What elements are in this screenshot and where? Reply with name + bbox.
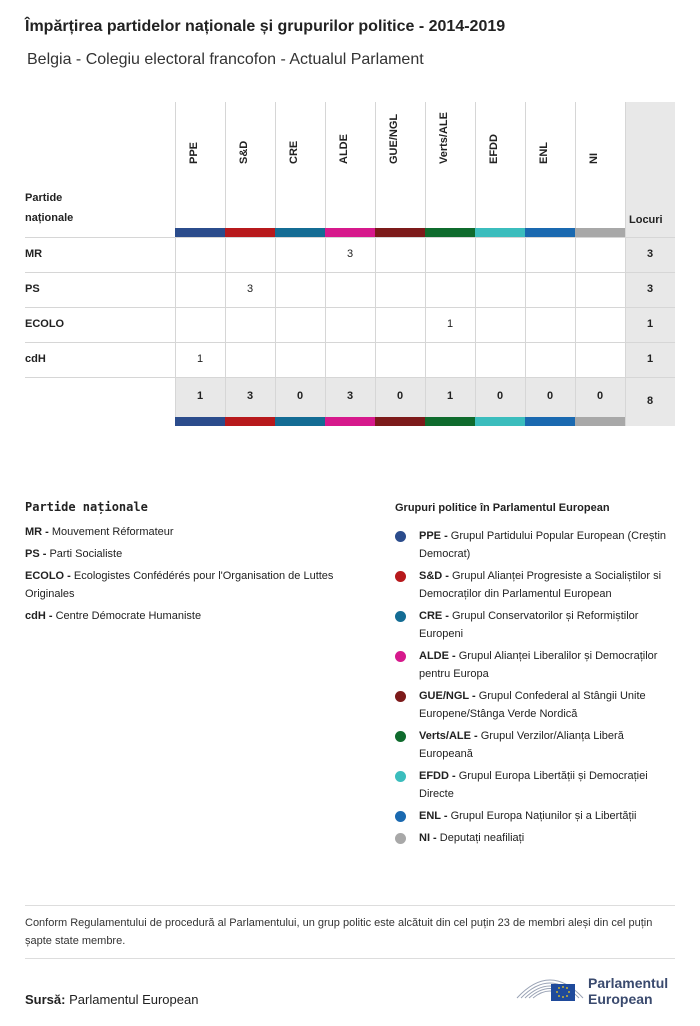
row-party-label: cdH (25, 353, 46, 365)
legend-abbr: S&D - (419, 570, 452, 582)
group-color-bar (525, 228, 575, 237)
table-cell: 3 (346, 248, 354, 260)
group-color-bar (225, 228, 275, 237)
logo-line2: European (588, 991, 653, 1007)
logo-text (588, 975, 668, 1007)
group-legend-item (395, 527, 680, 563)
column-header-enl (525, 102, 575, 228)
group-legend-item (395, 607, 680, 643)
column-header-ni (575, 102, 625, 228)
column-header-ppe (175, 102, 225, 228)
group-color-dot-icon (395, 691, 406, 702)
page-subtitle: Belgia - Colegiu electoral francofon - Actualul Parlament (27, 51, 424, 68)
legend-name: Ecologistes Confédérés pour l'Organisation de Luttes Originales (25, 570, 334, 600)
group-total: 0 (296, 390, 304, 402)
national-legend-heading: Partide naționale (25, 500, 148, 514)
group-legend-item (395, 727, 680, 763)
row-header-label (25, 188, 73, 228)
group-legend-item (395, 829, 680, 847)
row-seats: 3 (646, 248, 654, 260)
group-legend-item (395, 567, 680, 603)
legend-name: Grupul Confederal al Stângii Unite Europene/Stânga Verde Nordică (419, 690, 646, 720)
legend-name: Grupul Conservatorilor și Reformiștilor Europeni (419, 610, 639, 640)
group-color-bar (475, 228, 525, 237)
total-seats: 8 (646, 395, 654, 407)
group-color-bar (475, 417, 525, 426)
group-color-dot-icon (395, 833, 406, 844)
row-header-line2: naționale (25, 212, 74, 224)
group-color-dot-icon (395, 651, 406, 662)
column-header-label: NI (588, 153, 600, 164)
row-seats: 3 (646, 283, 654, 295)
group-color-bar (525, 417, 575, 426)
group-legend-item (395, 767, 680, 803)
group-total: 1 (196, 390, 204, 402)
national-legend-item (25, 567, 355, 603)
row-divider (25, 377, 675, 378)
legend-abbr: CRE - (419, 610, 452, 622)
national-legend-item (25, 607, 355, 625)
row-divider (25, 342, 675, 343)
page-title: Împărțirea partidelor naționale și grupurilor politice - 2014-2019 (25, 18, 506, 35)
national-legend-item (25, 545, 355, 563)
column-header-alde (325, 102, 375, 228)
group-color-bar (325, 417, 375, 426)
divider (25, 958, 675, 959)
legend-name: Grupul Alianței Liberalilor și Democraților pentru Europa (419, 650, 658, 680)
row-party-label: PS (25, 283, 40, 295)
legend-abbr: ENL - (419, 810, 451, 822)
group-total: 0 (396, 390, 404, 402)
group-color-dot-icon (395, 571, 406, 582)
column-header-efdd (475, 102, 525, 228)
group-total: 0 (546, 390, 554, 402)
legend-name: Parti Socialiste (49, 548, 123, 560)
row-divider (25, 307, 675, 308)
national-legend-item (25, 523, 355, 541)
legend-name: Grupul Verzilor/Alianța Liberă Europeană (419, 730, 624, 760)
table-cell: 1 (196, 353, 204, 365)
legend-abbr: ALDE - (419, 650, 459, 662)
row-divider (25, 237, 675, 238)
legend-abbr: EFDD - (419, 770, 459, 782)
seats-header: Locuri (629, 214, 663, 226)
legend-name: Deputați neafiliați (439, 832, 525, 844)
group-color-bar (375, 228, 425, 237)
group-total: 0 (496, 390, 504, 402)
group-color-bar (275, 417, 325, 426)
legend-name: Grupul Europa Libertății și Democrației Directe (419, 770, 648, 800)
column-header-vertsale (425, 102, 475, 228)
row-divider (25, 272, 675, 273)
group-color-dot-icon (395, 771, 406, 782)
group-color-bar (275, 228, 325, 237)
legend-name: Grupul Europa Națiunilor și a Libertății (450, 810, 637, 822)
legend-abbr: GUE/NGL - (419, 690, 479, 702)
group-color-bar (575, 228, 625, 237)
row-header-line1: Partide (25, 192, 63, 204)
group-color-bar (375, 417, 425, 426)
column-header-guengl (375, 102, 425, 228)
group-color-dot-icon (395, 611, 406, 622)
group-color-bar (425, 228, 475, 237)
source-value: Parlamentul European (69, 992, 199, 1007)
column-header-label: Verts/ALE (438, 112, 450, 164)
source-line (25, 992, 198, 1007)
column-header-label: ALDE (338, 134, 350, 164)
group-color-bar (175, 417, 225, 426)
group-color-dot-icon (395, 811, 406, 822)
row-party-label: ECOLO (25, 318, 65, 330)
column-header-label: ENL (538, 142, 550, 164)
logo-line1: Parlamentul (588, 975, 669, 991)
legend-abbr: PPE - (419, 530, 451, 542)
column-header-label: EFDD (488, 134, 500, 164)
legend-abbr: ECOLO - (25, 570, 74, 582)
group-total: 1 (446, 390, 454, 402)
group-color-bar (575, 417, 625, 426)
group-color-dot-icon (395, 731, 406, 742)
legend-abbr: PS - (25, 548, 50, 560)
table-cell: 1 (446, 318, 454, 330)
political-groups-legend (395, 502, 680, 851)
row-party-label: MR (25, 248, 43, 260)
row-seats: 1 (646, 353, 654, 365)
legend-abbr: Verts/ALE - (419, 730, 481, 742)
column-header-label: S&D (238, 140, 250, 164)
source-label: Sursă: (25, 992, 66, 1007)
group-color-dot-icon (395, 531, 406, 542)
legend-name: Centre Démocrate Humaniste (55, 610, 202, 622)
group-legend-item (395, 647, 680, 683)
legend-abbr: cdH - (25, 610, 56, 622)
column-header-label: CRE (288, 140, 300, 164)
group-total: 0 (596, 390, 604, 402)
table-cell: 3 (246, 283, 254, 295)
national-parties-legend (25, 500, 355, 629)
legend-abbr: MR - (25, 526, 52, 538)
column-header-label: PPE (188, 141, 200, 164)
group-color-bar (225, 417, 275, 426)
column-header-label: GUE/NGL (388, 113, 400, 164)
column-header-sd (225, 102, 275, 228)
group-color-bar (175, 228, 225, 237)
legend-abbr: NI - (419, 832, 440, 844)
legend-name: Grupul Partidului Popular European (Creștin Democrat) (419, 530, 667, 560)
legend-name: Grupul Alianței Progresiste a Socialiștilor si Democraților din Parlamentul European (419, 570, 662, 600)
group-color-bar (425, 417, 475, 426)
legend-name: Mouvement Réformateur (51, 526, 174, 538)
group-total: 3 (246, 390, 254, 402)
divider (25, 905, 675, 906)
groups-legend-heading: Grupuri politice în Parlamentul European (395, 502, 610, 514)
group-legend-item (395, 807, 680, 825)
footnote: Conform Regulamentului de procedură al Parlamentului, un grup politic este alcătuit din cel puțin 23 de membri aleși din cel puțin șapte state membre. (25, 917, 653, 947)
group-color-bar (325, 228, 375, 237)
group-total: 3 (346, 390, 354, 402)
group-legend-item (395, 687, 680, 723)
column-header-cre (275, 102, 325, 228)
row-seats: 1 (646, 318, 654, 330)
